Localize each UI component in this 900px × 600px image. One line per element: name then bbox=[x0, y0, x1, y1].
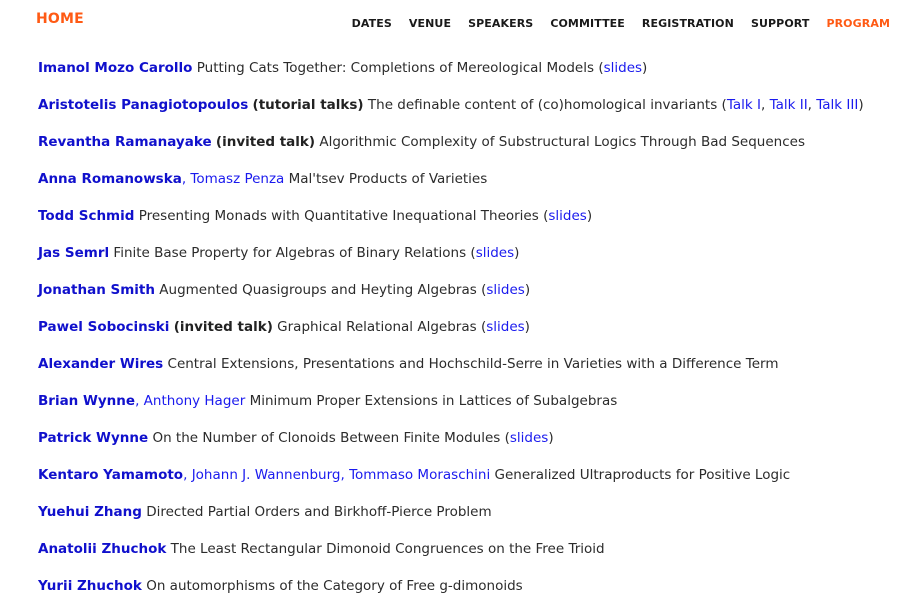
talk-entry bbox=[38, 169, 888, 206]
slides-link[interactable]: slides bbox=[486, 282, 525, 298]
talk-entry bbox=[38, 95, 888, 132]
talk-entry bbox=[38, 206, 888, 243]
nav-link-speakers[interactable]: SPEAKERS bbox=[468, 17, 534, 30]
talk-title: On automorphisms of the Category of Free g-dimonoids bbox=[146, 578, 523, 594]
talk-title: Augmented Quasigroups and Heyting Algebras bbox=[159, 282, 477, 298]
speaker-name[interactable]: Brian Wynne bbox=[38, 393, 136, 409]
talk-type-tag: (tutorial talks) bbox=[252, 97, 364, 113]
paren-close: ) bbox=[524, 282, 531, 298]
talk-entry bbox=[38, 354, 888, 391]
paren-open: ( bbox=[481, 282, 487, 298]
talk-entry bbox=[38, 539, 888, 576]
nav-link-support[interactable]: SUPPORT bbox=[750, 17, 810, 30]
talk-title: Directed Partial Orders and Birkhoff-Pierce Problem bbox=[146, 504, 492, 520]
talk-entry bbox=[38, 317, 888, 354]
speaker-name[interactable]: Jas Semrl bbox=[38, 245, 110, 261]
coauthor-name[interactable]: Tommaso Moraschini bbox=[349, 467, 491, 483]
speaker-name[interactable]: Alexander Wires bbox=[38, 356, 164, 372]
talk-title: Graphical Relational Algebras bbox=[277, 319, 477, 335]
talk-title: Mal'tsev Products of Varieties bbox=[288, 171, 488, 187]
top-navigation-bar bbox=[0, 0, 900, 38]
slides-link[interactable]: slides bbox=[548, 208, 587, 224]
nav-item-wrapper bbox=[352, 12, 392, 31]
link-separator: , bbox=[807, 97, 817, 113]
talk-title: Central Extensions, Presentations and Hochschild-Serre in Varieties with a Difference Term bbox=[167, 356, 779, 372]
talk-title: On the Number of Clonoids Between Finite Modules bbox=[152, 430, 501, 446]
talk-title: Putting Cats Together: Completions of Mereological Models bbox=[196, 60, 595, 76]
paren-open: ( bbox=[543, 208, 549, 224]
coauthor-name[interactable]: Tomasz Penza bbox=[190, 171, 285, 187]
slides-link[interactable]: slides bbox=[603, 60, 643, 76]
talk-entry bbox=[38, 243, 888, 280]
speaker-name[interactable]: Yurii Zhuchok bbox=[38, 578, 142, 594]
slides-link[interactable]: Talk III bbox=[816, 97, 859, 113]
paren-open: ( bbox=[721, 97, 727, 113]
slides-link[interactable]: slides bbox=[475, 245, 515, 261]
speaker-name[interactable]: Todd Schmid bbox=[38, 208, 135, 224]
paren-open: ( bbox=[598, 60, 604, 76]
slides-link[interactable]: slides bbox=[486, 319, 525, 335]
talk-entry bbox=[38, 428, 888, 465]
paren-open: ( bbox=[504, 430, 510, 446]
speaker-name[interactable]: Revantha Ramanayake bbox=[38, 134, 212, 150]
paren-close: ) bbox=[858, 97, 864, 113]
coauthor-name[interactable]: Anthony Hager bbox=[143, 393, 246, 409]
speaker-name[interactable]: Patrick Wynne bbox=[38, 430, 149, 446]
main-nav bbox=[352, 12, 890, 31]
nav-item-wrapper bbox=[550, 12, 625, 31]
coauthor-name[interactable]: Johann J. Wannenburg bbox=[191, 467, 341, 483]
author-separator: , bbox=[135, 393, 144, 409]
talk-title: Minimum Proper Extensions in Lattices of Subalgebras bbox=[249, 393, 618, 409]
speaker-name[interactable]: Kentaro Yamamoto bbox=[38, 467, 184, 483]
speaker-name[interactable]: Aristotelis Panagiotopoulos bbox=[38, 97, 249, 113]
nav-link-program[interactable]: PROGRAM bbox=[826, 17, 890, 30]
speaker-name[interactable]: Pawel Sobocinski bbox=[38, 319, 170, 335]
paren-close: ) bbox=[524, 319, 530, 335]
paren-close: ) bbox=[642, 60, 648, 76]
nav-item-wrapper bbox=[826, 12, 890, 31]
slides-link[interactable]: Talk II bbox=[769, 97, 808, 113]
talk-type-tag: (invited talk) bbox=[215, 134, 316, 150]
nav-link-registration[interactable]: REGISTRATION bbox=[641, 17, 734, 30]
speaker-name[interactable]: Imanol Mozo Carollo bbox=[38, 60, 193, 76]
nav-item-wrapper bbox=[751, 12, 810, 31]
slides-link[interactable]: slides bbox=[509, 430, 549, 446]
talk-title: The definable content of (co)homological invariants bbox=[367, 97, 718, 113]
nav-item-wrapper bbox=[468, 12, 533, 31]
speaker-name[interactable]: Anna Romanowska bbox=[38, 171, 182, 187]
link-separator: , bbox=[760, 97, 770, 113]
speaker-name[interactable]: Yuehui Zhang bbox=[38, 504, 142, 520]
talk-type-tag: (invited talk) bbox=[173, 319, 273, 335]
author-separator: , bbox=[183, 467, 192, 483]
home-link[interactable]: HOME bbox=[36, 11, 84, 27]
paren-close: ) bbox=[586, 208, 593, 224]
paren-open: ( bbox=[480, 319, 487, 335]
speaker-name[interactable]: Anatolii Zhuchok bbox=[38, 541, 167, 557]
talk-title: Finite Base Property for Algebras of Binary Relations bbox=[113, 245, 467, 261]
author-separator: , bbox=[181, 171, 191, 187]
speaker-name[interactable]: Jonathan Smith bbox=[38, 282, 155, 298]
talk-entry bbox=[38, 576, 888, 600]
nav-link-dates[interactable]: DATES bbox=[351, 17, 392, 30]
talk-title: Generalized Ultraproducts for Positive Logic bbox=[494, 467, 791, 483]
talk-list bbox=[38, 58, 888, 600]
talk-entry bbox=[38, 58, 888, 95]
talk-entry bbox=[38, 280, 888, 317]
paren-close: ) bbox=[514, 245, 520, 261]
talk-title: Algorithmic Complexity of Substructural Logics Through Bad Sequences bbox=[319, 134, 805, 150]
talk-title: Presenting Monads with Quantitative Inequational Theories bbox=[138, 208, 539, 224]
talk-title: The Least Rectangular Dimonoid Congruences on the Free Trioid bbox=[170, 541, 605, 557]
nav-item-wrapper bbox=[409, 12, 451, 31]
paren-open: ( bbox=[470, 245, 476, 261]
talk-entry bbox=[38, 391, 888, 428]
nav-link-committee[interactable]: COMMITTEE bbox=[550, 17, 625, 30]
nav-link-venue[interactable]: VENUE bbox=[408, 17, 452, 30]
talk-entry bbox=[38, 132, 888, 169]
author-separator: , bbox=[340, 467, 350, 483]
talk-entry bbox=[38, 465, 888, 502]
talk-entry bbox=[38, 502, 888, 539]
paren-close: ) bbox=[548, 430, 554, 446]
slides-link[interactable]: Talk I bbox=[726, 97, 761, 113]
nav-item-wrapper bbox=[642, 12, 734, 31]
